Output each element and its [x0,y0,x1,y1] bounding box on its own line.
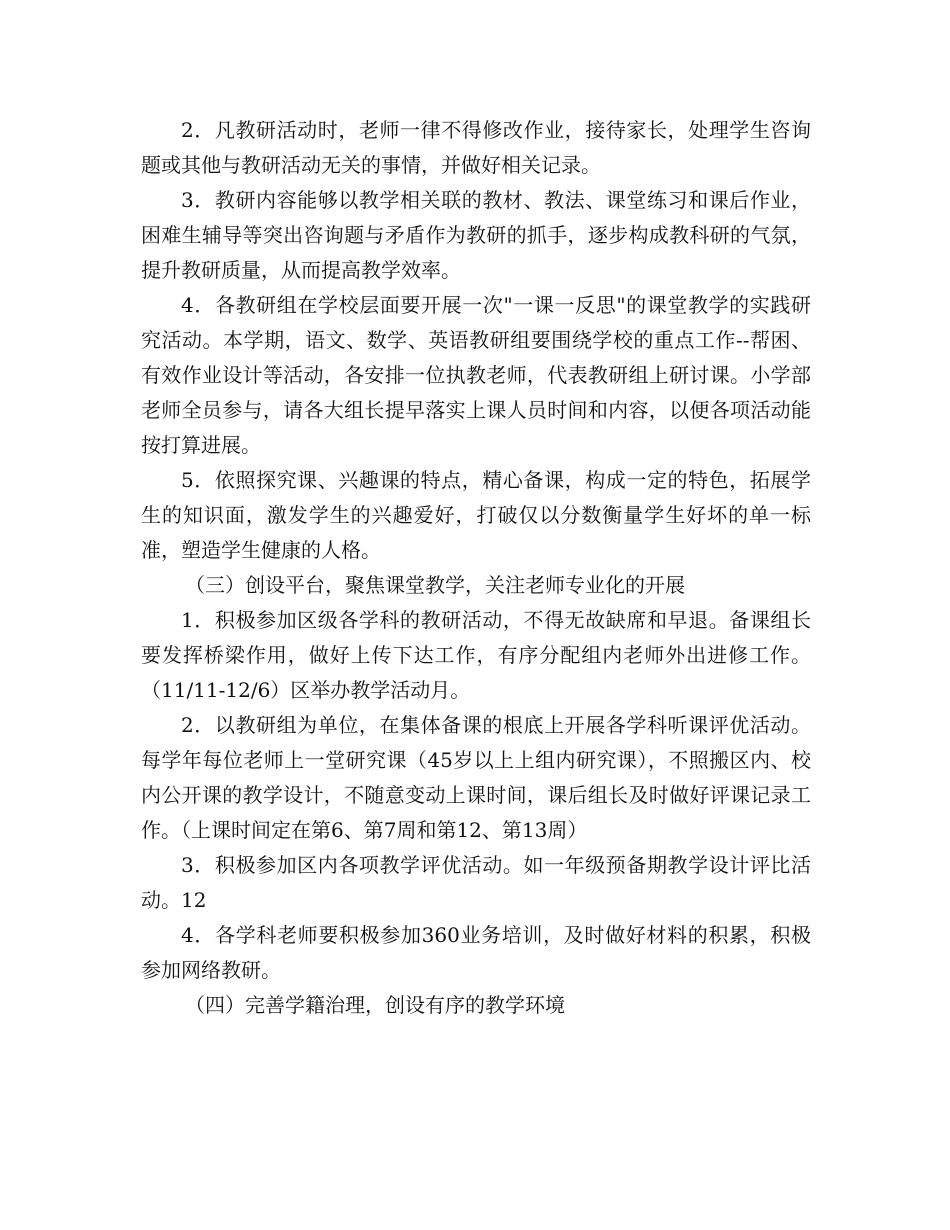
section-heading-3: （三）创设平台，聚焦课堂教学，关注老师专业化的开展 [185,573,685,597]
paragraph-item-4-business-training: 4．各学科老师要积极参加360业务培训，及时做好材料的积累，积极参加网络教研。 [141,923,811,982]
paragraph-item-2-lesson-evaluation: 2．以教研组为单位，在集体备课的根底上开展各学科听课评优活动。每学年每位老师上一堂研究课（45岁以上上组内研究课），不照搬区内、校内公开课的教学设计，不随意变动上课时间，课后组长及时做好评课记录工作。（上课时间定在第6、第7周和第12、第13周） [141,713,811,842]
document-body [141,113,811,1023]
paragraph-item-5-inquiry-courses: 5．依照探究课、兴趣课的特点，精心备课，构成一定的特色，拓展学生的知识面，激发学生的兴趣爱好，打破仅以分数衡量学生好坏的单一标准，塑造学生健康的人格。 [141,468,811,562]
section-heading-4: （四）完善学籍治理，创设有序的教学环境 [185,993,565,1017]
paragraph-item-3-research-content: 3．教研内容能够以教学相关联的教材、教法、课堂练习和课后作业，困难生辅导等突出咨询题与矛盾作为教研的抓手，逐步构成教科研的气氛，提升教研质量，从而提高教学效率。 [141,188,811,282]
paragraph-item-4-reflection-activity: 4．各教研组在学校层面要开展一次"一课一反思"的课堂教学的实践研究活动。本学期，语文、数学、英语教研组要围绕学校的重点工作--帮困、有效作业设计等活动，各安排一位执教老师，代表教研组上研讨课。小学部老师全员参与，请各大组长提早落实上课人员时间和内容，以便各项活动能按打算进展。 [141,293,811,457]
paragraph-item-3-teaching-awards: 3．积极参加区内各项教学评优活动。如一年级预备期教学设计评比活动。12 [141,853,811,912]
paragraph-item-1-district-activities: 1．积极参加区级各学科的教研活动，不得无故缺席和早退。备课组长要发挥桥梁作用，做好上传下达工作，有序分配组内老师外出进修工作。（11/11-12/6）区举办教学活动月。 [141,608,811,702]
paragraph-item-2-records: 2．凡教研活动时，老师一律不得修改作业，接待家长，处理学生咨询题或其他与教研活动无关的事情，并做好相关记录。 [141,118,811,177]
